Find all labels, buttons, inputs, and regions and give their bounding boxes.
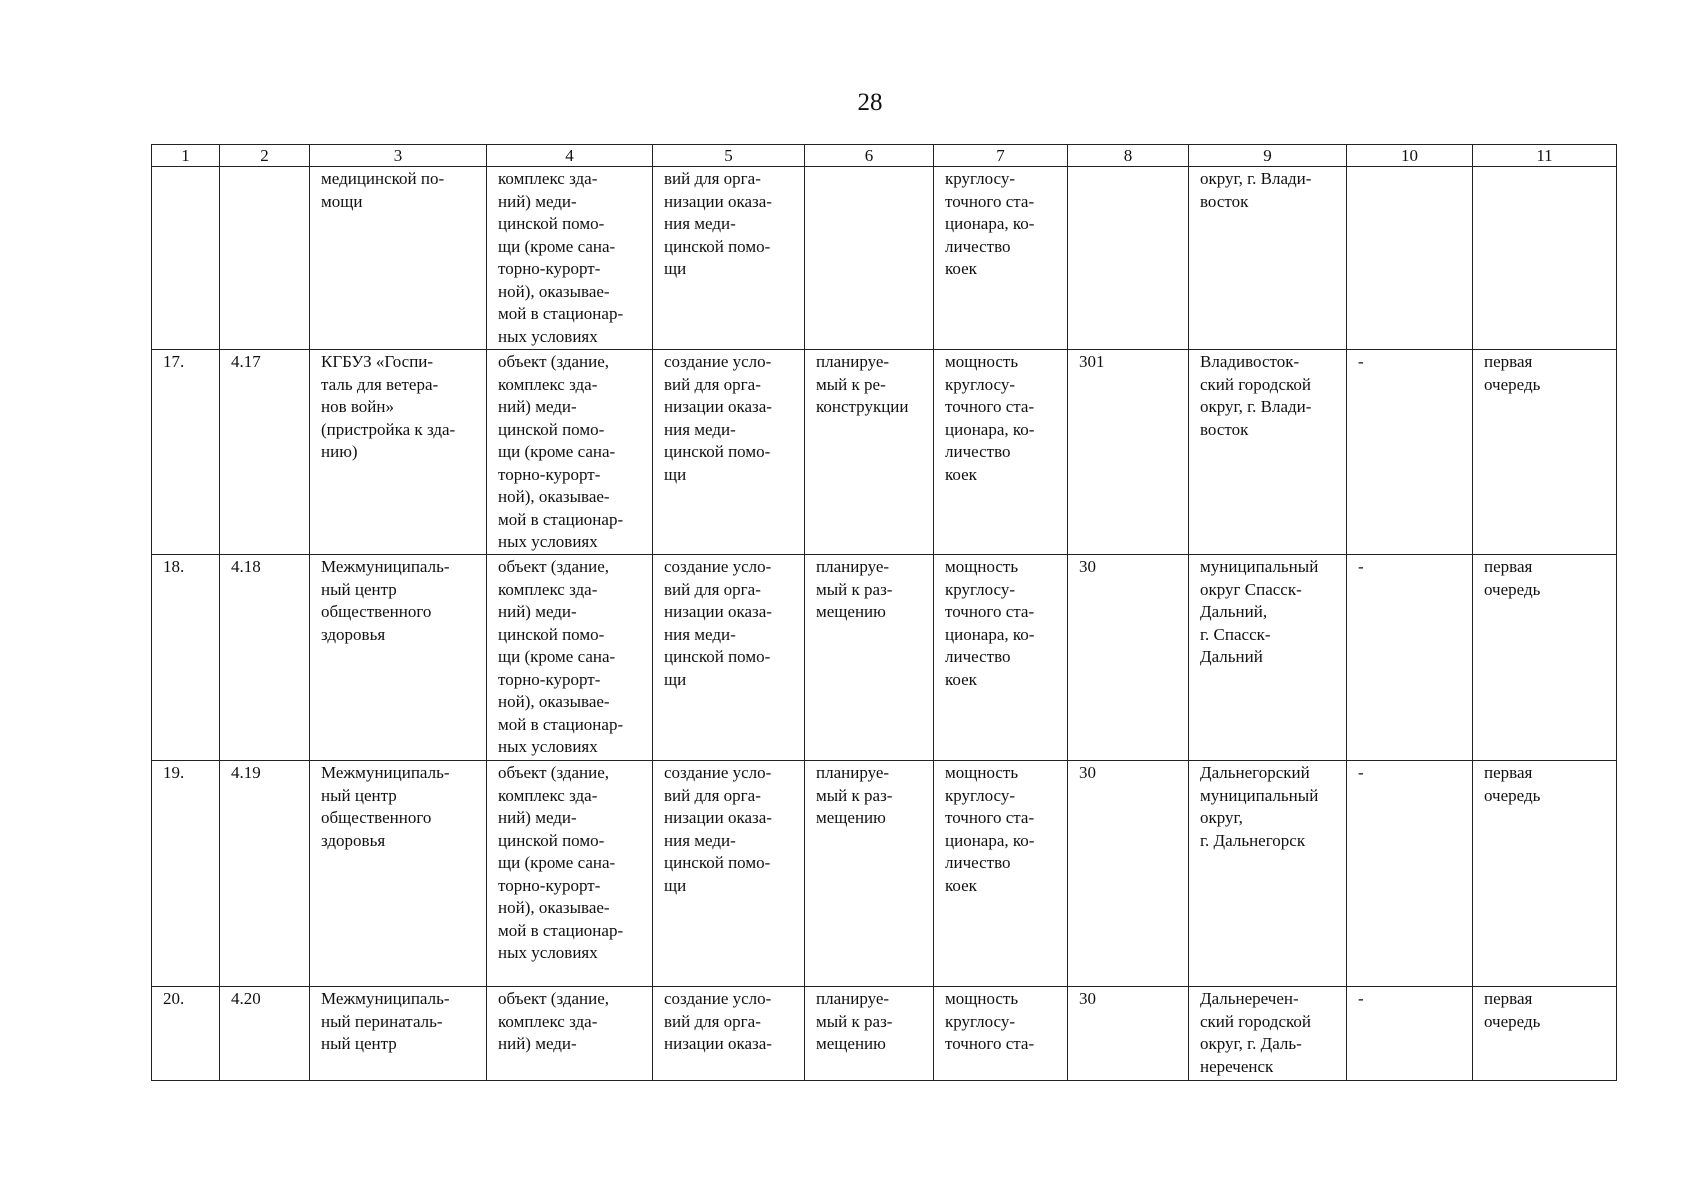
- cell-value: 30: [1068, 555, 1189, 761]
- cell-purpose: создание усло- вий для орга- низации оказа- ния меди- цинской помо- щи: [653, 555, 805, 761]
- column-header: 11: [1473, 145, 1617, 167]
- cell-location: Дальнеречен- ский городской округ, г. Даль- нереченск: [1189, 987, 1347, 1081]
- column-header: 3: [310, 145, 487, 167]
- cell-code: 4.19: [220, 761, 310, 987]
- cell-characteristic: круглосу- точного ста- ционара, ко- личество коек: [934, 167, 1068, 350]
- column-header: 9: [1189, 145, 1347, 167]
- cell-name: Межмуниципаль- ный центр общественного здоровья: [310, 555, 487, 761]
- column-header-row: [152, 145, 1617, 167]
- cell-stage: первая очередь: [1473, 350, 1617, 555]
- cell-purpose: создание усло- вий для орга- низации оказа-: [653, 987, 805, 1081]
- cell-object-type: объект (здание, комплекс зда- ний) меди- цинской помо- щи (кроме сана- торно-курорт- ной), оказывае- мой в стационар- ных условиях: [487, 761, 653, 987]
- cell-zone: -: [1347, 761, 1473, 987]
- cell-zone: -: [1347, 350, 1473, 555]
- cell-code: 4.17: [220, 350, 310, 555]
- cell-location: Владивосток- ский городской округ, г. Влади- восток: [1189, 350, 1347, 555]
- column-header: 6: [805, 145, 934, 167]
- cell-stage: первая очередь: [1473, 555, 1617, 761]
- column-header: 7: [934, 145, 1068, 167]
- cell-status: планируе- мый к ре- конструкции: [805, 350, 934, 555]
- cell-value: 30: [1068, 761, 1189, 987]
- column-header: 5: [653, 145, 805, 167]
- cell-location: муниципальный округ Спасск- Дальний, г. Спасск- Дальний: [1189, 555, 1347, 761]
- cell-purpose: вий для орга- низации оказа- ния меди- цинской помо- щи: [653, 167, 805, 350]
- cell-name: КГБУЗ «Госпи- таль для ветера- нов войн» (пристройка к зда- нию): [310, 350, 487, 555]
- cell-object-type: комплекс зда- ний) меди- цинской помо- щи (кроме сана- торно-курорт- ной), оказывае- мой в стационар- ных условиях: [487, 167, 653, 350]
- cell-status: планируе- мый к раз- мещению: [805, 555, 934, 761]
- column-header: 4: [487, 145, 653, 167]
- cell-status: планируе- мый к раз- мещению: [805, 987, 934, 1081]
- table-row: [152, 555, 1617, 761]
- cell-zone: -: [1347, 987, 1473, 1081]
- cell-code: 4.20: [220, 987, 310, 1081]
- cell-number: 17.: [152, 350, 220, 555]
- cell-number: 19.: [152, 761, 220, 987]
- table-row: [152, 987, 1617, 1081]
- cell-zone: [1347, 167, 1473, 350]
- object-table: [151, 144, 1617, 1081]
- column-header: 1: [152, 145, 220, 167]
- cell-stage: [1473, 167, 1617, 350]
- cell-object-type: объект (здание, комплекс зда- ний) меди- цинской помо- щи (кроме сана- торно-курорт- ной), оказывае- мой в стационар- ных условиях: [487, 555, 653, 761]
- cell-object-type: объект (здание, комплекс зда- ний) меди-: [487, 987, 653, 1081]
- cell-characteristic: мощность круглосу- точного ста- ционара, ко- личество коек: [934, 555, 1068, 761]
- cell-object-type: объект (здание, комплекс зда- ний) меди- цинской помо- щи (кроме сана- торно-курорт- ной), оказывае- мой в стационар- ных условиях: [487, 350, 653, 555]
- table-row: [152, 761, 1617, 987]
- cell-number: 20.: [152, 987, 220, 1081]
- cell-value: [1068, 167, 1189, 350]
- cell-value: 30: [1068, 987, 1189, 1081]
- cell-purpose: создание усло- вий для орга- низации оказа- ния меди- цинской помо- щи: [653, 350, 805, 555]
- column-header: 2: [220, 145, 310, 167]
- cell-location: округ, г. Влади- восток: [1189, 167, 1347, 350]
- cell-status: планируе- мый к раз- мещению: [805, 761, 934, 987]
- cell-stage: первая очередь: [1473, 987, 1617, 1081]
- column-header: 8: [1068, 145, 1189, 167]
- cell-characteristic: мощность круглосу- точного ста- ционара, ко- личество коек: [934, 761, 1068, 987]
- cell-name: медицинской по- мощи: [310, 167, 487, 350]
- cell-name: Межмуниципаль- ный центр общественного здоровья: [310, 761, 487, 987]
- column-header: 10: [1347, 145, 1473, 167]
- cell-characteristic: мощность круглосу- точного ста- ционара, ко- личество коек: [934, 350, 1068, 555]
- table-row-continuation: [152, 167, 1617, 350]
- cell-characteristic: мощность круглосу- точного ста-: [934, 987, 1068, 1081]
- cell-stage: первая очередь: [1473, 761, 1617, 987]
- cell-code: 4.18: [220, 555, 310, 761]
- cell-purpose: создание усло- вий для орга- низации оказа- ния меди- цинской помо- щи: [653, 761, 805, 987]
- table-row: [152, 350, 1617, 555]
- cell-location: Дальнегорский муниципальный округ, г. Дальнегорск: [1189, 761, 1347, 987]
- cell-number: [152, 167, 220, 350]
- cell-status: [805, 167, 934, 350]
- cell-value: 301: [1068, 350, 1189, 555]
- cell-code: [220, 167, 310, 350]
- page-number: 28: [857, 89, 883, 116]
- cell-zone: -: [1347, 555, 1473, 761]
- cell-number: 18.: [152, 555, 220, 761]
- cell-name: Межмуниципаль- ный перинаталь- ный центр: [310, 987, 487, 1081]
